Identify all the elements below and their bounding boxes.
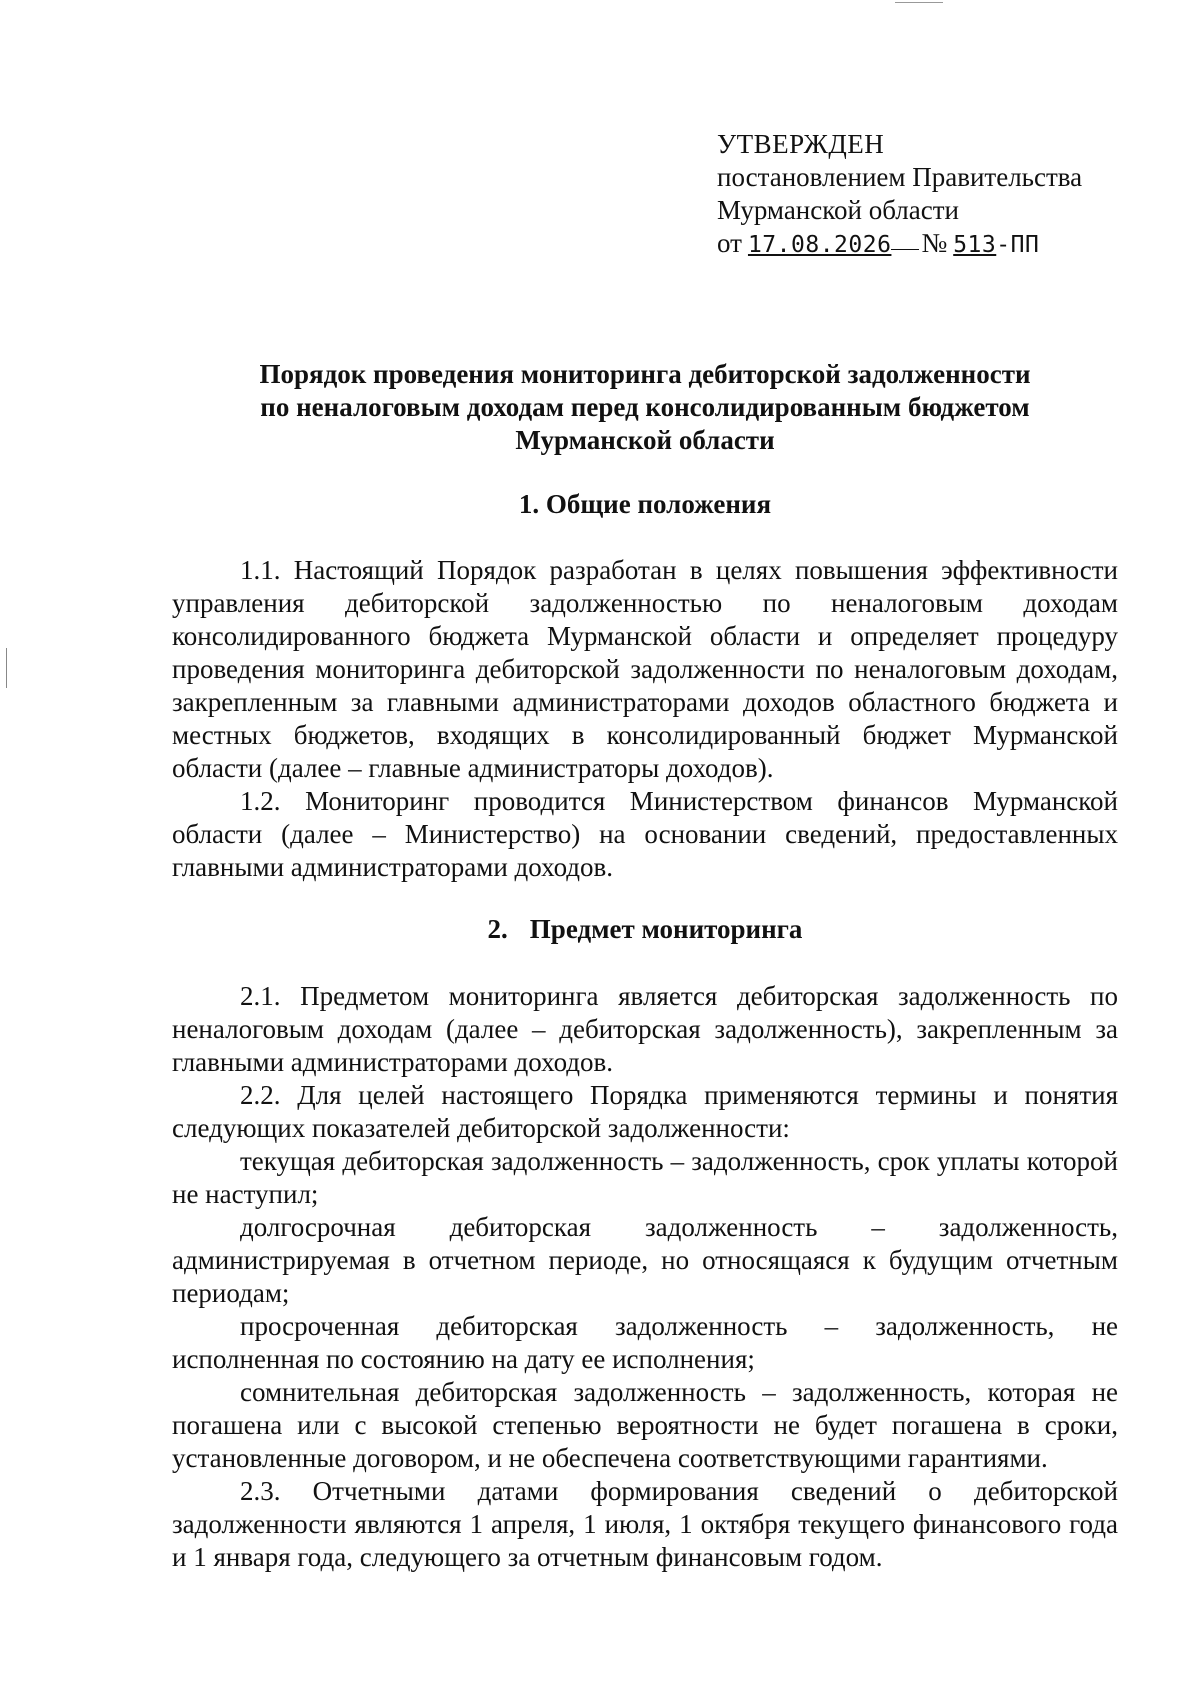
- section-2-body: [172, 980, 1118, 1574]
- term-overdue-debt: просроченная дебиторская задолженность – задолженность, не исполненная по состоянию на дату ее исполнения;: [172, 1311, 1118, 1374]
- approval-date: 17.08.2026: [747, 232, 892, 258]
- approval-heading: УТВЕРЖДЕН: [717, 129, 885, 159]
- approval-block: [717, 128, 1082, 262]
- section-1-body: [172, 554, 1118, 884]
- number-sign: №: [921, 228, 948, 258]
- title-line-1: Порядок проведения мониторинга дебиторской задолженности: [259, 359, 1031, 389]
- section-2-heading: [170, 913, 1120, 946]
- approval-reference: [717, 227, 1082, 262]
- term-current-debt: текущая дебиторская задолженность – задолженность, срок уплаты которой не наступил;: [172, 1146, 1118, 1209]
- document-title: [170, 358, 1120, 457]
- scan-artifact-edge: [6, 648, 7, 688]
- paragraph-1-2: 1.2. Мониторинг проводится Министерством финансов Мурманской области (далее – Министерство) на основании сведений, предоставленных главными администраторами доходов.: [172, 786, 1118, 882]
- paragraph-1-1: 1.1. Настоящий Порядок разработан в целях повышения эффективности управления дебиторской задолженностью по неналоговым доходам консолидированного бюджета Мурманской области и определяет процедуру проведения мониторинга дебиторской задолженности по неналоговым доходам, закрепленным за главными администраторами доходов областного бюджета и местных бюджетов, входящих в консолидированный бюджет Мурманской области (далее – главные администраторы доходов).: [172, 555, 1118, 783]
- paragraph-2-2: 2.2. Для целей настоящего Порядка применяются термины и понятия следующих показателей дебиторской задолженности:: [172, 1080, 1118, 1143]
- term-doubtful-debt: сомнительная дебиторская задолженность – задолженность, которая не погашена или с высокой степенью вероятности не будет погашена в сроки, установленные договором, и не обеспечена соответствующими гарантиями.: [172, 1377, 1118, 1473]
- section-1-heading: 1. Общие положения: [518, 489, 772, 519]
- paragraph-2-1: 2.1. Предметом мониторинга является дебиторская задолженность по неналоговым доходам (далее – дебиторская задолженность), закрепленным за главными администраторами доходов.: [172, 981, 1118, 1077]
- approval-line-1: постановлением Правительства: [717, 162, 1083, 192]
- term-long-term-debt: долгосрочная дебиторская задолженность – задолженность, администрируемая в отчетном периоде, но относящаяся к будущим отчетным периодам;: [172, 1212, 1118, 1308]
- date-prefix: от: [717, 228, 742, 258]
- section-2-number: 2.: [487, 914, 508, 944]
- section-2-title: Предмет мониторинга: [529, 914, 803, 944]
- scan-artifact-top: [895, 2, 943, 3]
- approval-number-suffix: -ПП: [996, 232, 1040, 258]
- approval-number: 513: [953, 232, 997, 258]
- title-line-3: Мурманской области: [515, 425, 775, 455]
- paragraph-2-3: 2.3. Отчетными датами формирования сведений о дебиторской задолженности являются 1 апреля, 1 июля, 1 октября текущего финансового года и 1 января года, следующего за отчетным финансовым годом.: [172, 1476, 1118, 1572]
- title-line-2: по неналоговым доходам перед консолидированным бюджетом: [260, 392, 1030, 422]
- approval-line-2: Мурманской области: [717, 195, 959, 225]
